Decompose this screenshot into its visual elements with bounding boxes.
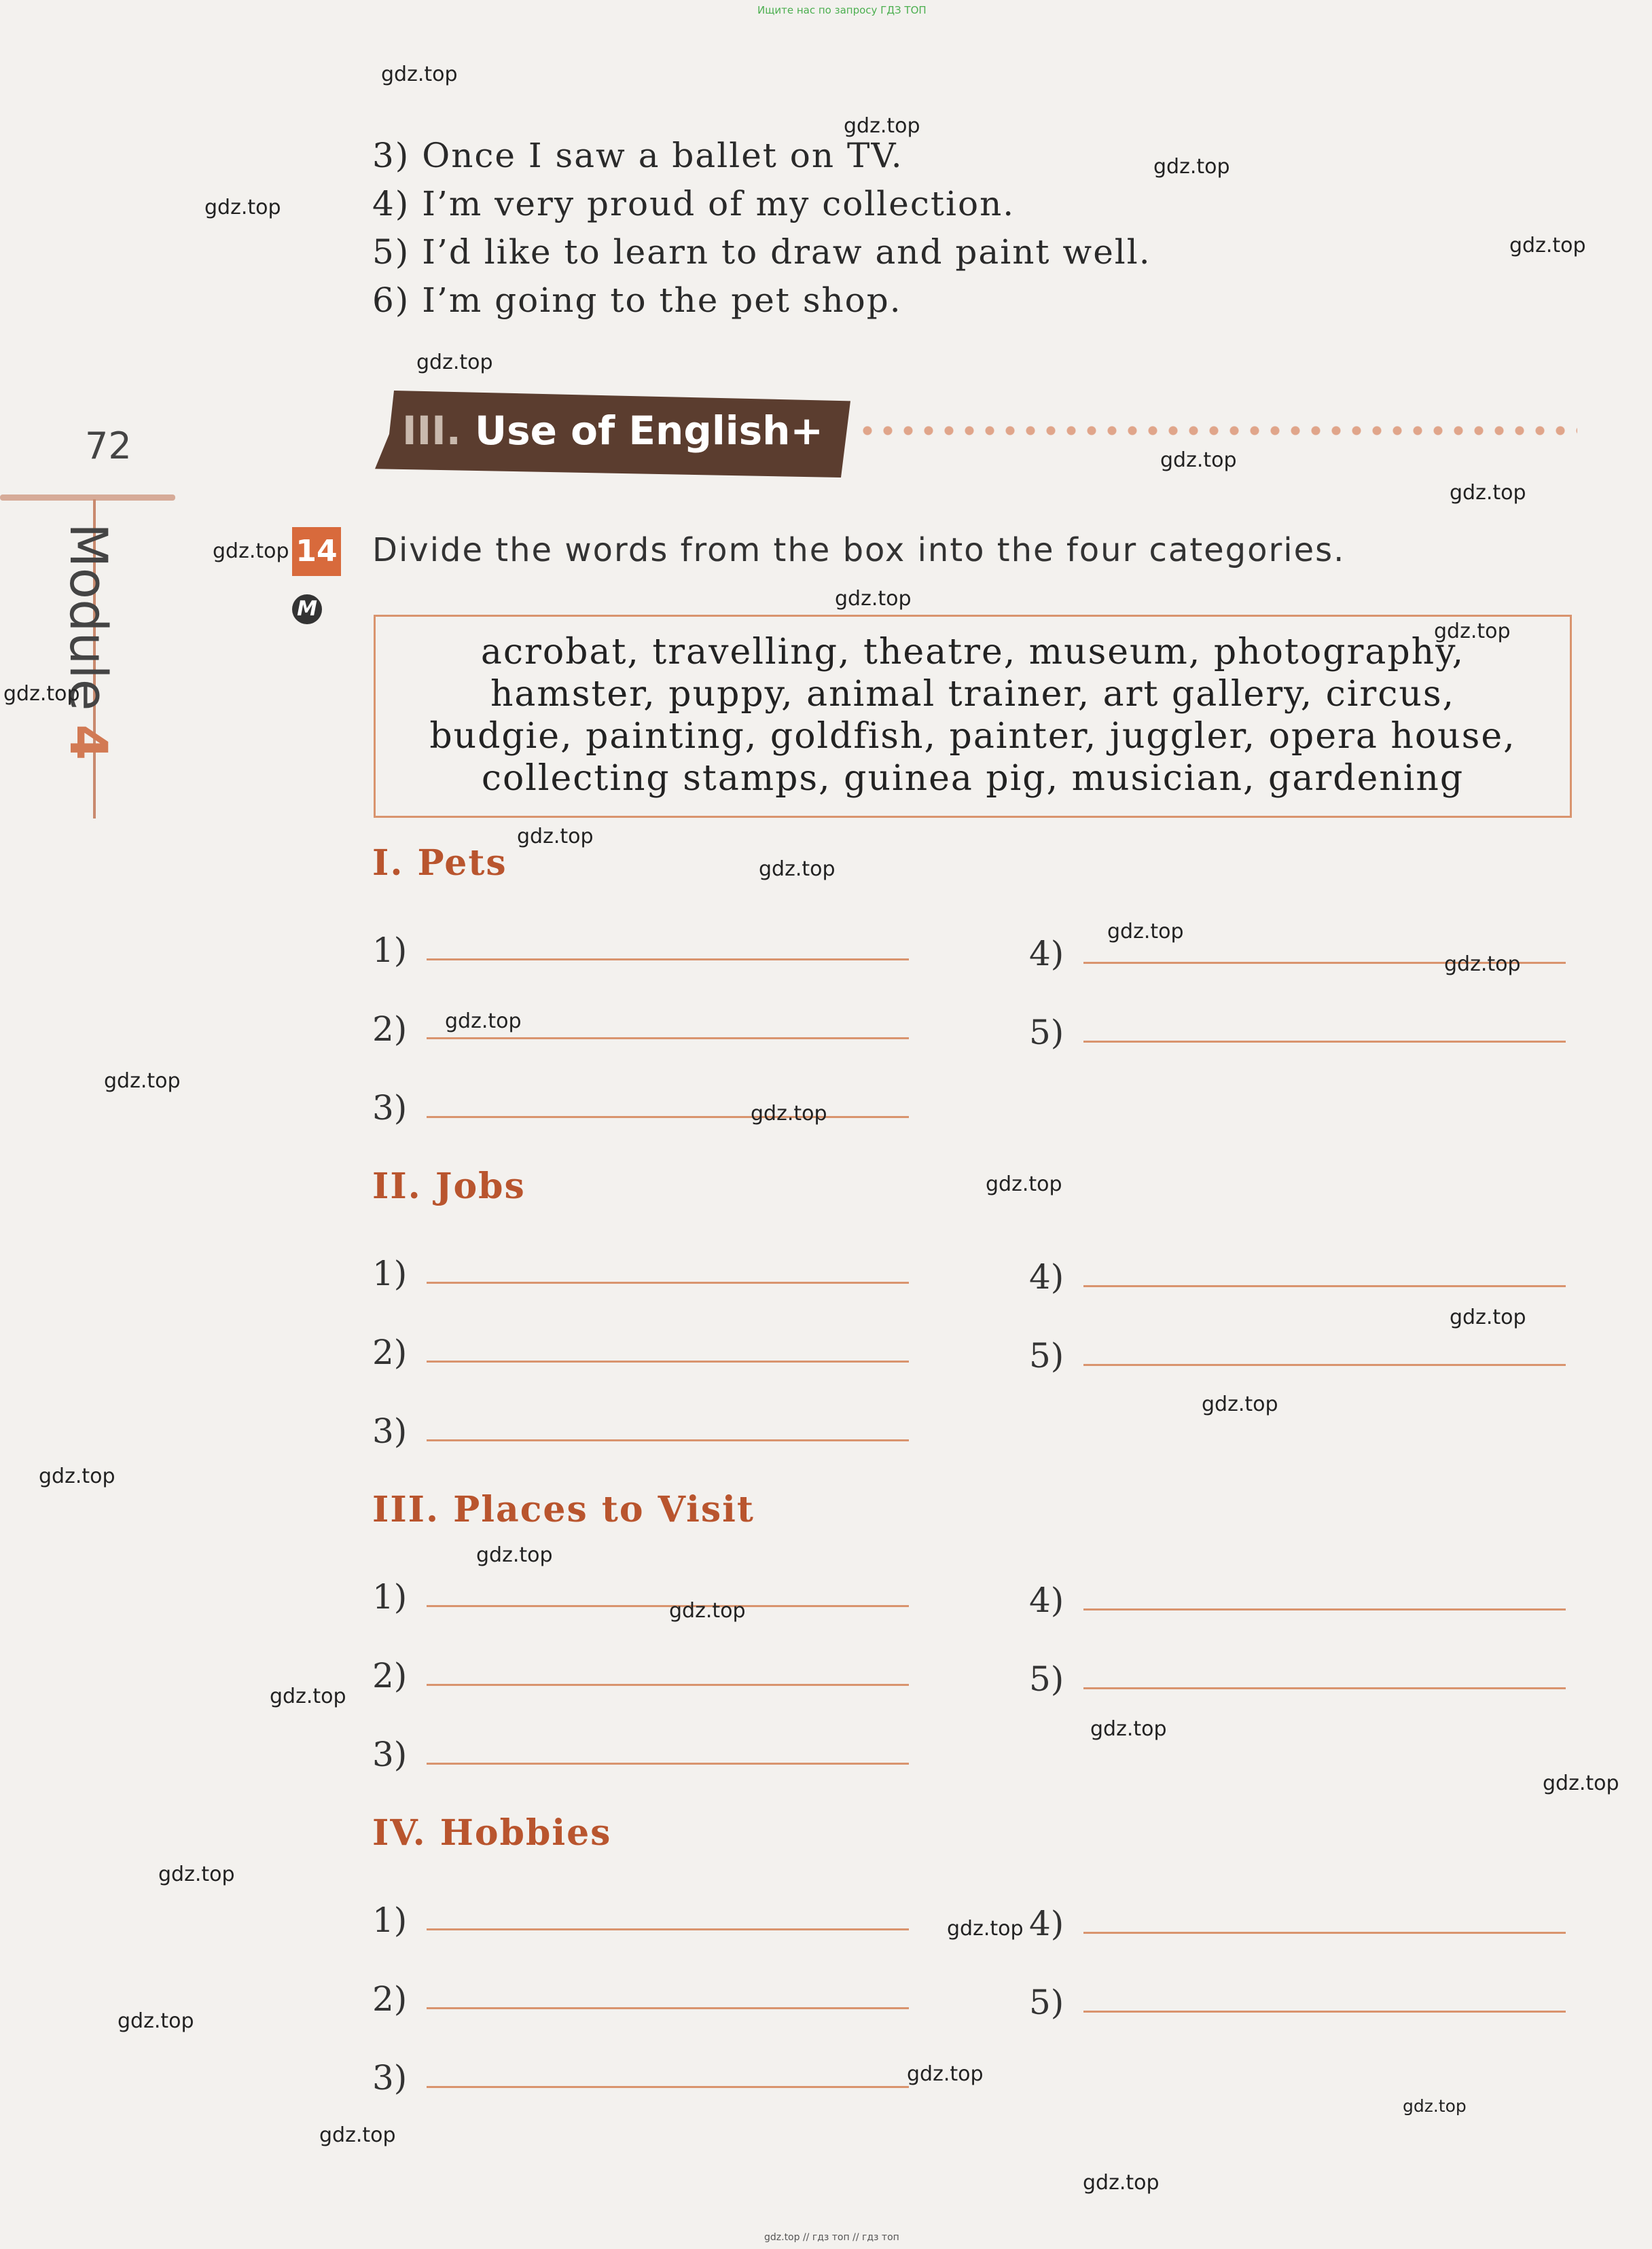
page-number: 72 bbox=[85, 425, 132, 467]
watermark: gdz.top bbox=[1509, 234, 1586, 257]
blank-line bbox=[427, 1439, 909, 1441]
watermark: gdz.top bbox=[39, 1464, 115, 1488]
watermark: gdz.top bbox=[158, 1863, 235, 1886]
blank-line bbox=[1083, 1364, 1566, 1366]
watermark: gdz.top bbox=[1444, 952, 1521, 976]
word-box-line: hamster, puppy, animal trainer, art gallery, circus, bbox=[490, 674, 1456, 715]
dotted-rule bbox=[857, 426, 1577, 435]
exercise-instruction: Divide the words from the box into the four categories. bbox=[372, 531, 1346, 569]
blank-number: 3) bbox=[372, 2058, 408, 2098]
section-title-text: Use of English+ bbox=[474, 408, 824, 454]
watermark: gdz.top bbox=[759, 857, 836, 881]
watermark: gdz.top bbox=[1083, 2171, 1160, 2195]
blank-number: 1) bbox=[372, 931, 408, 970]
answer-blank[interactable] bbox=[372, 1656, 909, 1695]
category-hobbies-title: IV. Hobbies bbox=[372, 1812, 612, 1854]
watermark: gdz.top bbox=[270, 1685, 346, 1708]
watermark: gdz.top bbox=[445, 1009, 522, 1033]
watermark: gdz.top bbox=[844, 114, 920, 138]
watermark: gdz.top bbox=[319, 2123, 396, 2147]
word-box-line: budgie, painting, goldfish, painter, juggler, opera house, bbox=[429, 716, 1516, 757]
blank-number: 5) bbox=[1029, 1659, 1064, 1699]
blank-line bbox=[427, 1282, 909, 1284]
blank-line bbox=[1083, 1687, 1566, 1689]
blank-line bbox=[427, 1684, 909, 1686]
watermark: gdz.top bbox=[381, 62, 458, 86]
answer-blank[interactable] bbox=[372, 1735, 909, 1774]
watermark: gdz.top bbox=[986, 1172, 1062, 1196]
answer-blank[interactable] bbox=[1029, 1659, 1566, 1699]
watermark: gdz.top bbox=[1090, 1717, 1167, 1741]
blank-line bbox=[1083, 1041, 1566, 1043]
blank-number: 4) bbox=[1029, 1257, 1064, 1297]
page-footer: gdz.top // гдз топ // гдз топ bbox=[764, 2232, 899, 2243]
blank-line bbox=[427, 1928, 909, 1930]
category-places-title: III. Places to Visit bbox=[372, 1489, 755, 1530]
watermark: gdz.top bbox=[907, 2062, 984, 2086]
watermark: gdz.top bbox=[1543, 1771, 1619, 1795]
answer-blank[interactable] bbox=[372, 1254, 909, 1293]
blank-number: 1) bbox=[372, 1254, 408, 1293]
watermark: gdz.top bbox=[1202, 1392, 1278, 1416]
word-box-line: acrobat, travelling, theatre, museum, photography, bbox=[480, 632, 1465, 672]
answer-line-3: 3) Once I saw a ballet on TV. bbox=[372, 136, 903, 175]
answer-line-6: 6) I’m going to the pet shop. bbox=[372, 281, 902, 320]
module-number: 4 bbox=[58, 724, 119, 761]
blank-number: 2) bbox=[372, 1333, 408, 1372]
top-banner: Ищите нас по запросу ГДЗ ТОП bbox=[757, 4, 927, 16]
blank-number: 5) bbox=[1029, 1013, 1064, 1052]
section-title bbox=[402, 408, 823, 454]
watermark: gdz.top bbox=[1153, 155, 1230, 179]
blank-line bbox=[427, 1037, 909, 1039]
blank-number: 2) bbox=[372, 1656, 408, 1695]
page-number-rule bbox=[0, 494, 175, 501]
answer-blank[interactable] bbox=[372, 1901, 909, 1940]
module-label bbox=[58, 523, 119, 760]
blank-number: 2) bbox=[372, 1979, 408, 2019]
watermark: gdz.top bbox=[669, 1599, 746, 1623]
answer-line-4: 4) I’m very proud of my collection. bbox=[372, 184, 1016, 223]
watermark: gdz.top bbox=[835, 587, 912, 611]
watermark: gdz.top bbox=[118, 2009, 194, 2033]
blank-line bbox=[1083, 1285, 1566, 1287]
blank-number: 3) bbox=[372, 1735, 408, 1774]
answer-blank[interactable] bbox=[1029, 1013, 1566, 1052]
answer-blank[interactable] bbox=[1029, 1983, 1566, 2022]
watermark: gdz.top bbox=[104, 1069, 181, 1093]
watermark: gdz.top bbox=[416, 350, 493, 374]
blank-number: 4) bbox=[1029, 934, 1064, 973]
blank-number: 4) bbox=[1029, 1904, 1064, 1943]
blank-line bbox=[427, 2007, 909, 2009]
answer-line-5: 5) I’d like to learn to draw and paint well. bbox=[372, 232, 1151, 272]
word-box-line: collecting stamps, guinea pig, musician, gardening bbox=[481, 758, 1465, 799]
blank-number: 5) bbox=[1029, 1336, 1064, 1375]
watermark: gdz.top bbox=[1107, 920, 1184, 943]
blank-line bbox=[427, 958, 909, 960]
blank-line bbox=[427, 1361, 909, 1363]
answer-blank[interactable] bbox=[372, 1979, 909, 2019]
answer-blank[interactable] bbox=[372, 1411, 909, 1451]
watermark: gdz.top bbox=[476, 1543, 553, 1567]
blank-number: 1) bbox=[372, 1577, 408, 1617]
answer-blank[interactable] bbox=[1029, 1257, 1566, 1297]
blank-number: 3) bbox=[372, 1088, 408, 1128]
answer-blank[interactable] bbox=[1029, 1904, 1566, 1943]
answer-blank[interactable] bbox=[1029, 1336, 1566, 1375]
answer-blank[interactable] bbox=[372, 931, 909, 970]
watermark: gdz.top bbox=[1450, 1306, 1526, 1329]
category-pets-title: I. Pets bbox=[372, 842, 507, 884]
blank-line bbox=[1083, 2011, 1566, 2013]
blank-number: 5) bbox=[1029, 1983, 1064, 2022]
watermark: gdz.top bbox=[3, 682, 80, 706]
blank-line bbox=[427, 1116, 909, 1118]
blank-number: 1) bbox=[372, 1901, 408, 1940]
blank-number: 4) bbox=[1029, 1581, 1064, 1620]
m-icon: M bbox=[292, 594, 322, 624]
exercise-number: 14 bbox=[292, 527, 341, 576]
watermark: gdz.top bbox=[1160, 448, 1237, 472]
blank-line bbox=[427, 2086, 909, 2088]
answer-blank[interactable] bbox=[372, 1088, 909, 1128]
blank-line bbox=[427, 1605, 909, 1607]
watermark: gdz.top bbox=[1450, 481, 1526, 505]
watermark: gdz.top bbox=[1403, 2096, 1467, 2116]
blank-number: 2) bbox=[372, 1009, 408, 1049]
answer-blank[interactable] bbox=[372, 2058, 909, 2098]
section-roman: III. bbox=[402, 408, 461, 454]
watermark: gdz.top bbox=[517, 825, 594, 848]
blank-line bbox=[427, 1763, 909, 1765]
answer-blank[interactable] bbox=[1029, 1581, 1566, 1620]
blank-line bbox=[1083, 1932, 1566, 1934]
blank-line bbox=[1083, 1608, 1566, 1611]
watermark: gdz.top bbox=[947, 1917, 1024, 1941]
category-jobs-title: II. Jobs bbox=[372, 1166, 526, 1207]
watermark: gdz.top bbox=[1434, 619, 1511, 643]
watermark: gdz.top bbox=[751, 1102, 827, 1126]
module-label-text: Module bbox=[58, 523, 119, 711]
blank-number: 3) bbox=[372, 1411, 408, 1451]
watermark: gdz.top bbox=[213, 539, 289, 563]
watermark: gdz.top bbox=[204, 196, 281, 219]
answer-blank[interactable] bbox=[372, 1333, 909, 1372]
answer-blank[interactable] bbox=[372, 1577, 909, 1617]
